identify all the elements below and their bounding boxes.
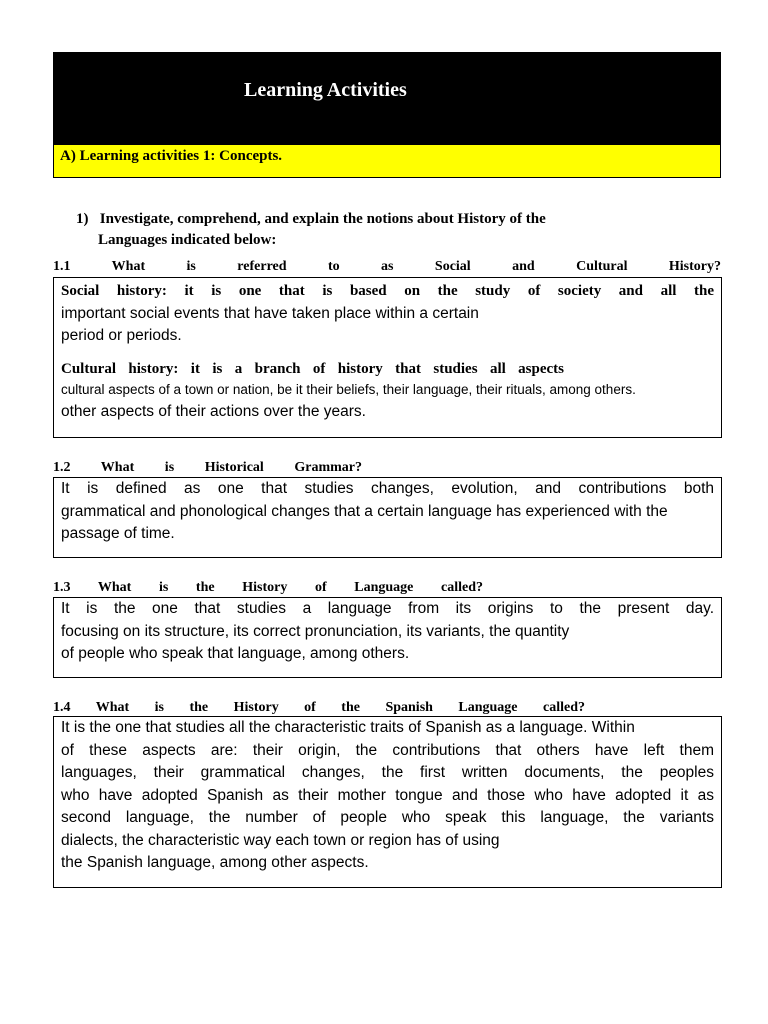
activity-header-box <box>53 52 721 178</box>
answer-line: of these aspects are: their origin, the contributions that others have left them <box>61 741 714 759</box>
question-1-3: 1.3 What is the History of Language called? <box>53 580 483 595</box>
question-1-1: 1.1 What is referred to as Social and Cultural History? <box>53 259 721 274</box>
answer-line: languages, their grammatical changes, the first written documents, the peoples <box>61 764 714 781</box>
instruction-item <box>76 209 636 251</box>
answer-line: It is the one that studies all the characteristic traits of Spanish as a language. Within <box>61 719 635 736</box>
instruction-line-1: 1) Investigate, comprehend, and explain the notions about History of the <box>76 209 636 230</box>
answer-line: second language, the number of people who speak this language, the variants <box>61 809 714 826</box>
subtitle-band <box>54 145 720 177</box>
answer-line: important social events that have taken place within a certain <box>61 304 479 322</box>
question-1-4: 1.4 What is the History of the Spanish Language called? <box>53 700 585 715</box>
instruction-number: 1) <box>76 211 89 227</box>
answer-box-1-3 <box>53 597 722 678</box>
answer-line: period or periods. <box>61 327 182 344</box>
answer-line: focusing on its structure, its correct pronunciation, its variants, the quantity <box>61 622 570 640</box>
answer-line: Cultural history: it is a branch of history that studies all aspects <box>61 360 564 377</box>
question-1-2: 1.2 What is Historical Grammar? <box>53 460 362 475</box>
answer-line: It is defined as one that studies changes, evolution, and contributions both <box>61 480 714 497</box>
answer-box-1-1 <box>53 277 722 438</box>
instruction-line-2: Languages indicated below: <box>98 232 277 248</box>
answer-line: cultural aspects of a town or nation, be it their beliefs, their language, their rituals, among others. <box>61 382 636 397</box>
answer-box-1-4 <box>53 716 722 888</box>
answer-line: It is the one that studies a language from its origins to the present day. <box>61 600 714 617</box>
answer-line: the Spanish language, among other aspects. <box>61 854 369 871</box>
page-title: Learning Activities <box>244 79 407 101</box>
answer-line: Social history: it is one that is based on the study of society and all the <box>61 283 714 299</box>
answer-line: of people who speak that language, among others. <box>61 645 410 662</box>
section-subtitle: A) Learning activities 1: Concepts. <box>60 148 283 164</box>
answer-line: dialects, the characteristic way each town or region has of using <box>61 831 500 849</box>
answer-line: passage of time. <box>61 525 175 542</box>
answer-box-1-2 <box>53 477 722 558</box>
answer-line: who have adopted Spanish as their mother tongue and those who have adopted it as <box>61 786 714 804</box>
title-band <box>54 53 720 145</box>
answer-line: grammatical and phonological changes that a certain language has experienced with the <box>61 502 668 520</box>
answer-line: other aspects of their actions over the years. <box>61 403 366 420</box>
